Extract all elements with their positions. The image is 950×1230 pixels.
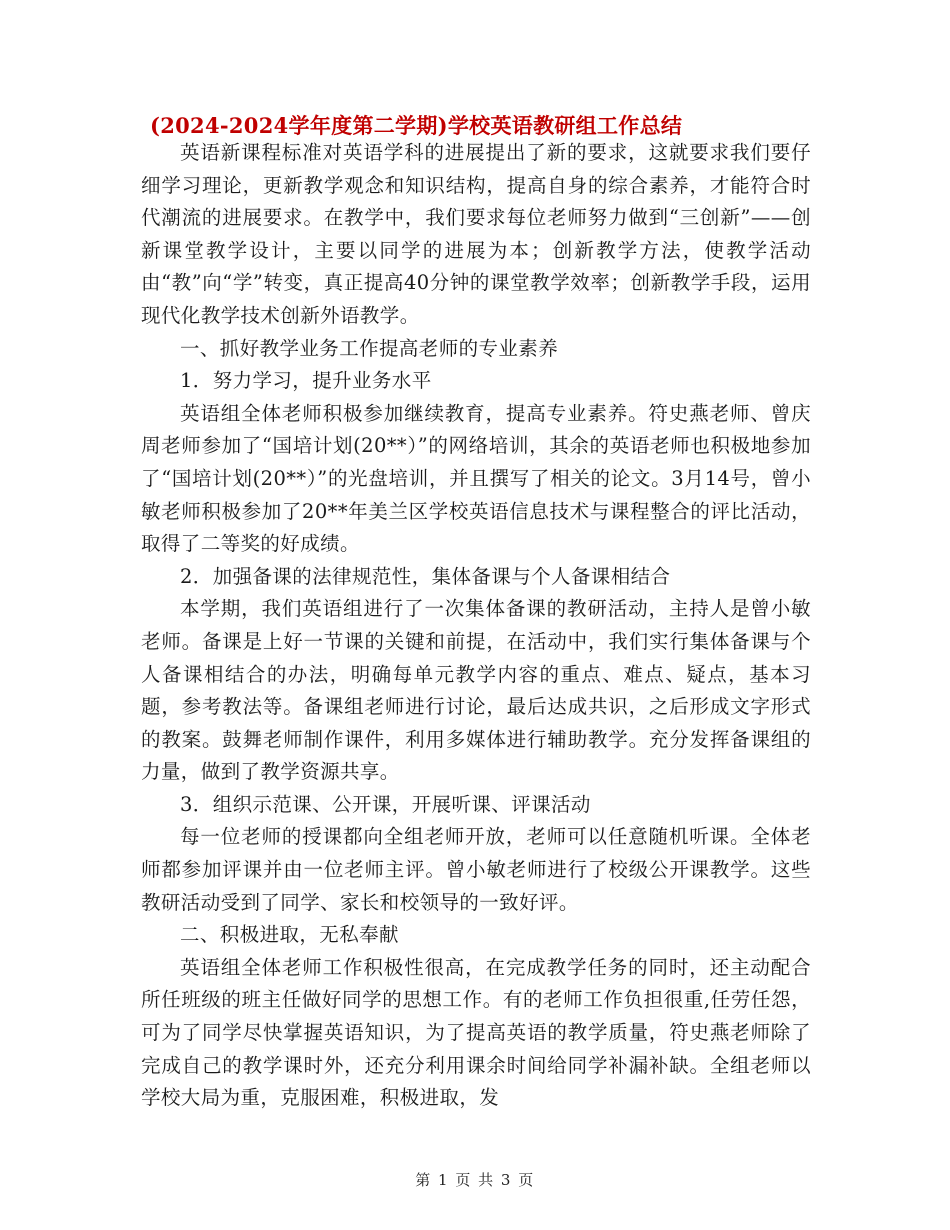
section-2-heading: 二、积极进取，无私奉献: [180, 923, 399, 947]
subsection-2-paragraph: 本学期，我们英语组进行了一次集体备课的教研活动，主持人是曾小敏老师。备课是上好一节课的关键和前提，在活动中，我们实行集体备课与个人备课相结合的办法，明确每单元教学内容的重点、难点、疑点，基本习题，参考教法等。备课组老师进行讨论，最后达成共识，之后形成文字形式的教案。鼓舞老师制作课件，利用多媒体进行辅助教学。充分发挥备课组的力量，做到了教学资源共享。: [141, 597, 811, 784]
subsection-1-heading: 1．努力学习，提升业务水平: [180, 369, 432, 393]
subsection-3-paragraph: 每一位老师的授课都向全组老师开放，老师可以任意随机听课。全体老师都参加评课并由一位老师主评。曾小敏老师进行了校级公开课教学。这些教研活动受到了同学、家长和校领导的一致好评。: [141, 825, 811, 914]
section-2-paragraph: 英语组全体老师工作积极性很高，在完成教学任务的同时，还主动配合所任班级的班主任做好同学的思想工作。有的老师工作负担很重,任劳任怨，可为了同学尽快掌握英语知识，为了提高英语的教学质量，符史燕老师除了完成自己的教学课时外，还充分利用课余时间给同学补漏补缺。全组老师以学校大局为重，克服困难，积极进取，发: [141, 955, 811, 1110]
subsection-2-heading: 2．加强备课的法律规范性，集体备课与个人备课相结合: [180, 564, 671, 588]
document-title: (2024-2024学年度第二学期)学校英语教研组工作总结: [150, 113, 683, 138]
page-number-footer: 第 1 页 共 3 页: [415, 1171, 535, 1189]
intro-paragraph: 英语新课程标准对英语学科的进展提出了新的要求，这就要求我们要仔细学习理论，更新教学观念和知识结构，提高自身的综合素养，才能符合时代潮流的进展要求。在教学中，我们要求每位老师努力做到“三创新”——创新课堂教学设计，主要以同学的进展为本；创新教学方法，使教学活动由“教”向“学”转变，真正提高40分钟的课堂教学效率；创新教学手段，运用现代化教学技术创新外语教学。: [141, 141, 811, 327]
subsection-3-heading: 3．组织示范课、公开课，开展听课、评课活动: [180, 792, 591, 816]
section-1-heading: 一、抓好教学业务工作提高老师的专业素养: [180, 336, 559, 360]
subsection-1-paragraph: 英语组全体老师积极参加继续教育，提高专业素养。符史燕老师、曾庆周老师参加了“国培计划(20**）”的网络培训，其余的英语老师也积极地参加了“国培计划(20**）”的光盘培训，并且撰写了相关的论文。3月14号，曾小敏老师积极参加了20**年美兰区学校英语信息技术与课程整合的评比活动，取得了二等奖的好成绩。: [141, 401, 811, 556]
document-body: [141, 137, 811, 1115]
